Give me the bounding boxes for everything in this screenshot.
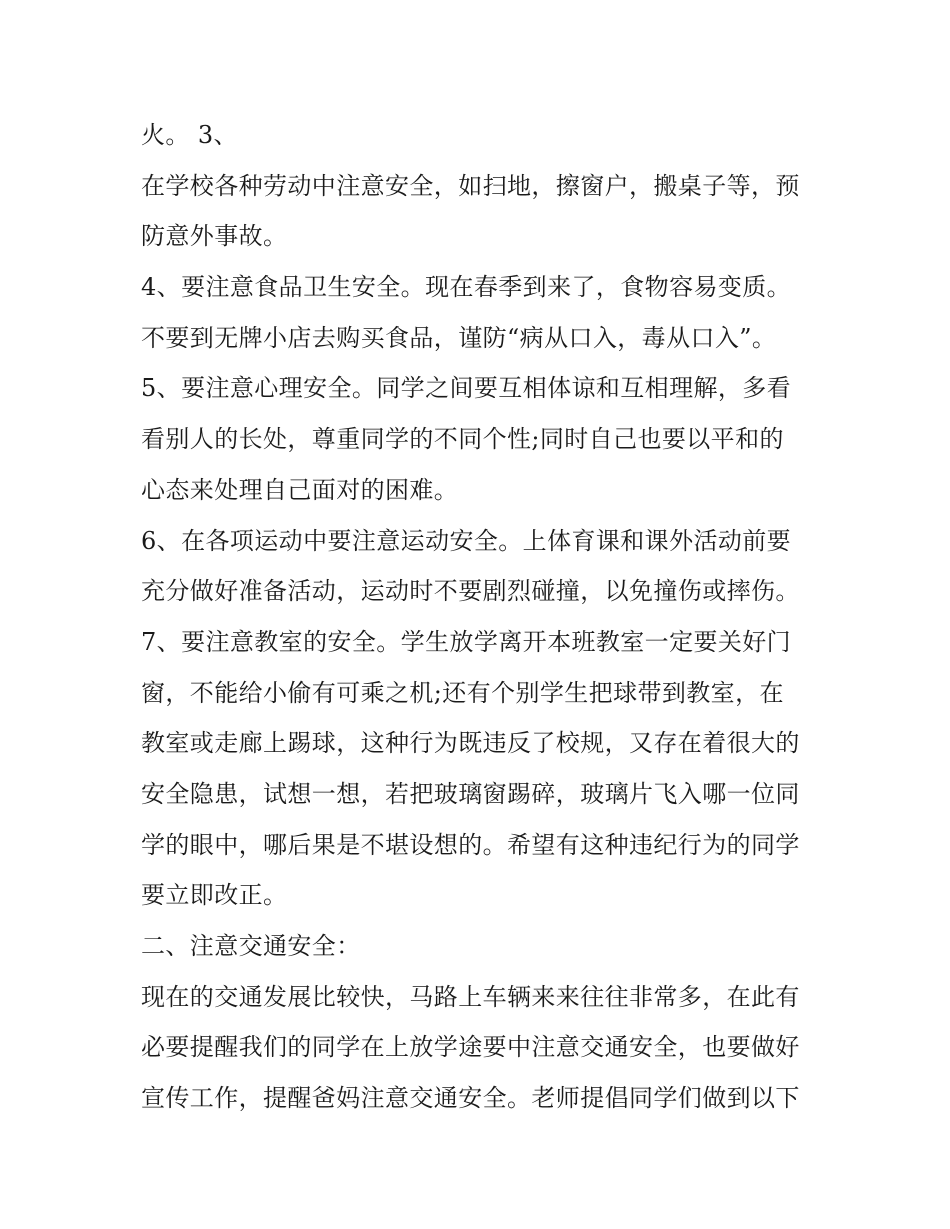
text-line: 安全隐患，试想一想，若把玻璃窗踢碎，玻璃片飞入哪一位同 [141,779,800,808]
text-line: 教室或走廊上踢球，这种行为既违反了校规，又存在着很大的 [141,729,800,758]
text-line: 看别人的长处，尊重同学的不同个性;同时自己也要以平和的 [141,425,784,454]
text-line: 5、要注意心理安全。同学之间要互相体谅和互相理解，多看 [141,374,792,403]
document-body [141,110,821,1124]
text-line: 宣传工作，提醒爸妈注意交通安全。老师提倡同学们做到以下 [141,1084,800,1113]
text-line: 现在的交通发展比较快，马路上车辆来来往往非常多，在此有 [141,982,800,1011]
text-line: 火。 3、 [141,121,238,149]
text-line: 窗，不能给小偷有可乘之机;还有个别学生把球带到教室，在 [141,678,784,707]
text-line: 充分做好准备活动，运动时不要剧烈碰撞，以免撞伤或摔伤。 [141,577,800,606]
text-line: 必要提醒我们的同学在上放学途要中注意交通安全，也要做好 [141,1033,800,1062]
section-heading: 二、注意交通安全： [141,932,361,960]
text-line: 学的眼中，哪后果是不堪设想的。希望有这种违纪行为的同学 [141,830,800,859]
text-line: 在学校各种劳动中注意安全，如扫地，擦窗户，搬桌子等，预 [141,171,800,200]
text-line: 7、要注意教室的安全。学生放学离开本班教室一定要关好门 [141,627,792,656]
text-line: 4、要注意食品卫生安全。现在春季到来了，食物容易变质。 [141,273,792,302]
text-line: 心态来处理自己面对的困难。 [141,475,459,504]
text-line: 防意外事故。 [141,222,288,251]
text-line: 不要到无牌小店去购买食品，谨防“病从口入，毒从口入”。 [141,323,777,352]
text-line: 要立即改正。 [141,881,288,910]
text-line: 6、在各项运动中要注意运动安全。上体育课和课外活动前要 [141,526,792,555]
